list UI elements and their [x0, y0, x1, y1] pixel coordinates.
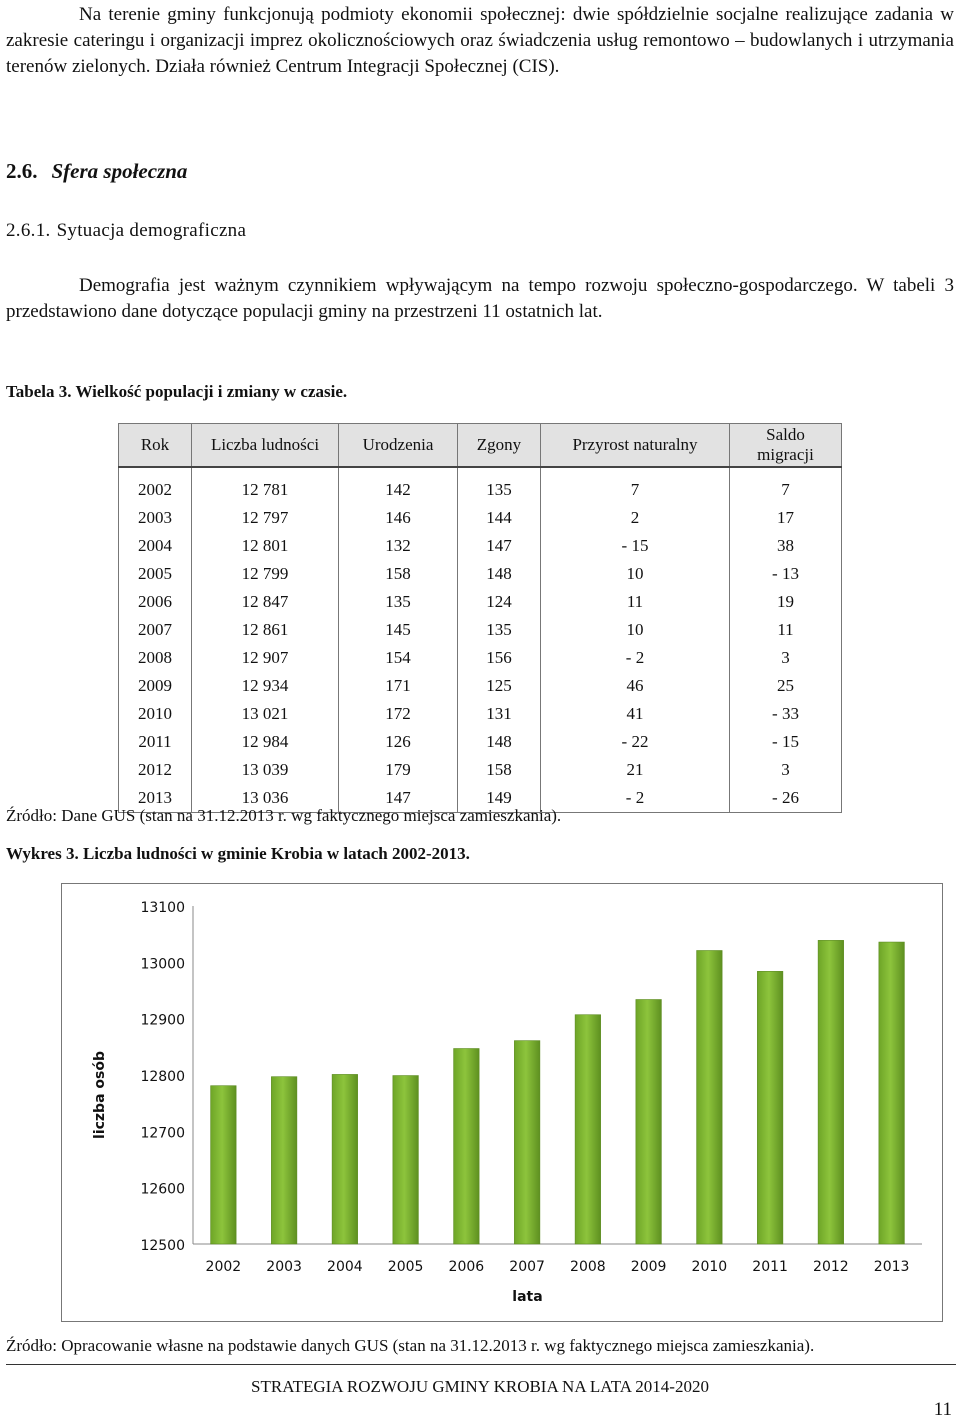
table-row — [119, 756, 842, 784]
demography-paragraph: Demografia jest ważnym czynnikiem wpływającym na tempo rozwoju społeczno-gospodarczego. W tabeli 3 przedstawiono dane dotyczące populacji gminy na przestrzeni 11 ostatnich lat. — [6, 275, 954, 322]
chart-bar — [211, 1086, 237, 1244]
table-cell: 12 984 — [192, 728, 339, 756]
x-tick-label: 2013 — [873, 1259, 910, 1275]
table-cell: 41 — [541, 700, 730, 728]
table-cell: 11 — [730, 616, 842, 644]
table-cell: 7 — [541, 467, 730, 504]
table-cell: 2 — [541, 504, 730, 532]
table-cell: 2005 — [119, 560, 192, 588]
y-tick-label: 12500 — [140, 1238, 185, 1254]
chart-bar — [271, 1077, 297, 1244]
table-header-row — [119, 424, 842, 468]
table-cell: 156 — [458, 644, 541, 672]
table-cell: 158 — [339, 560, 458, 588]
chart-bar — [393, 1076, 419, 1244]
table-cell: 46 — [541, 672, 730, 700]
table-cell: 126 — [339, 728, 458, 756]
table-row — [119, 672, 842, 700]
table-cell: 2002 — [119, 467, 192, 504]
table-cell: 10 — [541, 560, 730, 588]
table-cell: 12 861 — [192, 616, 339, 644]
table-cell: 19 — [730, 588, 842, 616]
table-cell: 3 — [730, 644, 842, 672]
table-cell: 179 — [339, 756, 458, 784]
table-row — [119, 616, 842, 644]
table-source: Źródło: Dane GUS (stan na 31.12.2013 r. wg faktycznego miejsca zamieszkania). — [6, 806, 562, 825]
table-cell: 171 — [339, 672, 458, 700]
subsection-number: 2.6.1. — [6, 220, 51, 241]
table-cell: 17 — [730, 504, 842, 532]
chart-bar — [575, 1015, 601, 1244]
chart-caption: Wykres 3. Liczba ludności w gminie Krobia w latach 2002-2013. — [6, 844, 470, 863]
x-tick-label: 2004 — [327, 1259, 363, 1275]
chart-bar — [514, 1041, 540, 1244]
table-row — [119, 700, 842, 728]
x-axis-label: lata — [512, 1289, 543, 1305]
footer-divider — [6, 1364, 956, 1365]
table-cell: - 33 — [730, 700, 842, 728]
table-cell: 2011 — [119, 728, 192, 756]
table-cell: 12 907 — [192, 644, 339, 672]
table-cell: 11 — [541, 588, 730, 616]
table-cell: 148 — [458, 728, 541, 756]
table-cell: 158 — [458, 756, 541, 784]
table-cell: 12 799 — [192, 560, 339, 588]
table-cell: 38 — [730, 532, 842, 560]
intro-paragraph: Na terenie gminy funkcjonują podmioty ekonomii społecznej: dwie spółdzielnie socjalne realizujące zadania w zakresie cateringu i organizacji imprez okolicznościowych oraz świadczenia usług remontowo – budowlanych i utrzymania terenów zielonych. Działa również Centrum Integracji Społecznej (CIS). — [6, 4, 954, 77]
x-tick-label: 2007 — [509, 1259, 545, 1275]
y-tick-label: 12600 — [140, 1181, 185, 1198]
table-cell: - 2 — [541, 784, 730, 813]
table-cell: 13 021 — [192, 700, 339, 728]
table-cell: 135 — [458, 616, 541, 644]
chart-bar — [879, 942, 905, 1244]
table-cell: 125 — [458, 672, 541, 700]
x-tick-label: 2006 — [448, 1259, 485, 1275]
section-number: 2.6. — [6, 159, 38, 183]
table-cell: 12 797 — [192, 504, 339, 532]
table-cell: 2003 — [119, 504, 192, 532]
page-number: 11 — [933, 1399, 952, 1420]
table-cell: 148 — [458, 560, 541, 588]
table-cell: 147 — [458, 532, 541, 560]
table-cell: 124 — [458, 588, 541, 616]
table-cell: 172 — [339, 700, 458, 728]
table-caption: Tabela 3. Wielkość populacji i zmiany w czasie. — [6, 382, 348, 401]
table-cell: 135 — [458, 467, 541, 504]
table-cell: 2008 — [119, 644, 192, 672]
table-cell: 10 — [541, 616, 730, 644]
table-cell: 144 — [458, 504, 541, 532]
table-cell: 2013 — [119, 784, 192, 813]
table-cell: 13 036 — [192, 784, 339, 813]
x-tick-label: 2011 — [752, 1259, 788, 1275]
table-cell: 146 — [339, 504, 458, 532]
table-cell: - 2 — [541, 644, 730, 672]
table-cell: 2007 — [119, 616, 192, 644]
chart-bar — [697, 951, 723, 1244]
table-cell: 13 039 — [192, 756, 339, 784]
table-cell: 12 801 — [192, 532, 339, 560]
table-cell: 131 — [458, 700, 541, 728]
section-title: Sfera społeczna — [51, 159, 188, 183]
table-row — [119, 588, 842, 616]
table-row — [119, 560, 842, 588]
table-row — [119, 644, 842, 672]
header-cell: Saldo migracji — [730, 424, 842, 468]
chart-source: Źródło: Opracowanie własne na podstawie danych GUS (stan na 31.12.2013 r. wg faktycznego miejsca zamieszkania). — [6, 1336, 815, 1355]
table-cell: 135 — [339, 588, 458, 616]
chart-bar — [757, 971, 783, 1244]
table-cell: 12 847 — [192, 588, 339, 616]
chart-svg — [62, 884, 942, 1321]
chart-bar — [636, 1000, 662, 1244]
x-tick-label: 2009 — [630, 1259, 667, 1275]
table-cell: 21 — [541, 756, 730, 784]
table-cell: 2004 — [119, 532, 192, 560]
table-cell: 3 — [730, 756, 842, 784]
population-chart — [61, 883, 943, 1322]
header-cell: Zgony — [458, 424, 541, 468]
table-cell: 132 — [339, 532, 458, 560]
chart-bar — [332, 1074, 358, 1244]
table-cell: 12 781 — [192, 467, 339, 504]
x-tick-label: 2003 — [266, 1259, 302, 1275]
table-row — [119, 728, 842, 756]
y-axis-label: liczba osób — [92, 1051, 108, 1139]
x-tick-label: 2005 — [387, 1259, 424, 1275]
table-cell: 2009 — [119, 672, 192, 700]
y-tick-label: 13000 — [140, 956, 185, 973]
y-tick-label: 12800 — [140, 1069, 185, 1085]
table-cell: - 15 — [730, 728, 842, 756]
table-row — [119, 532, 842, 560]
page-footer: STRATEGIA ROZWOJU GMINY KROBIA NA LATA 2014-2020 — [251, 1377, 709, 1396]
table-row — [119, 504, 842, 532]
table-cell: 2006 — [119, 588, 192, 616]
x-tick-label: 2008 — [570, 1259, 606, 1275]
table-cell: 145 — [339, 616, 458, 644]
subsection-heading — [6, 220, 246, 242]
population-table — [118, 423, 842, 813]
table-cell: 147 — [339, 784, 458, 813]
table-row — [119, 467, 842, 504]
section-heading — [6, 159, 187, 184]
y-tick-label: 12700 — [140, 1125, 185, 1142]
table-cell: - 13 — [730, 560, 842, 588]
x-tick-label: 2010 — [691, 1259, 728, 1275]
table-cell: 149 — [458, 784, 541, 813]
table-cell: 25 — [730, 672, 842, 700]
table-cell: - 15 — [541, 532, 730, 560]
chart-bar — [818, 940, 844, 1244]
header-cell: Urodzenia — [339, 424, 458, 468]
table-cell: 142 — [339, 467, 458, 504]
header-cell: Liczba ludności — [192, 424, 339, 468]
x-tick-label: 2012 — [813, 1259, 849, 1275]
table-cell: 154 — [339, 644, 458, 672]
table-cell: 12 934 — [192, 672, 339, 700]
chart-bar — [454, 1049, 480, 1244]
y-tick-label: 13100 — [140, 900, 185, 916]
table-cell: 2010 — [119, 700, 192, 728]
subsection-title: Sytuacja demograficzna — [56, 220, 247, 241]
y-tick-label: 12900 — [140, 1012, 185, 1029]
table-cell: 7 — [730, 467, 842, 504]
table-cell: - 26 — [730, 784, 842, 813]
table-cell: 2012 — [119, 756, 192, 784]
header-cell: Przyrost naturalny — [541, 424, 730, 468]
header-cell: Rok — [119, 424, 192, 468]
table-cell: - 22 — [541, 728, 730, 756]
x-tick-label: 2002 — [205, 1259, 242, 1275]
